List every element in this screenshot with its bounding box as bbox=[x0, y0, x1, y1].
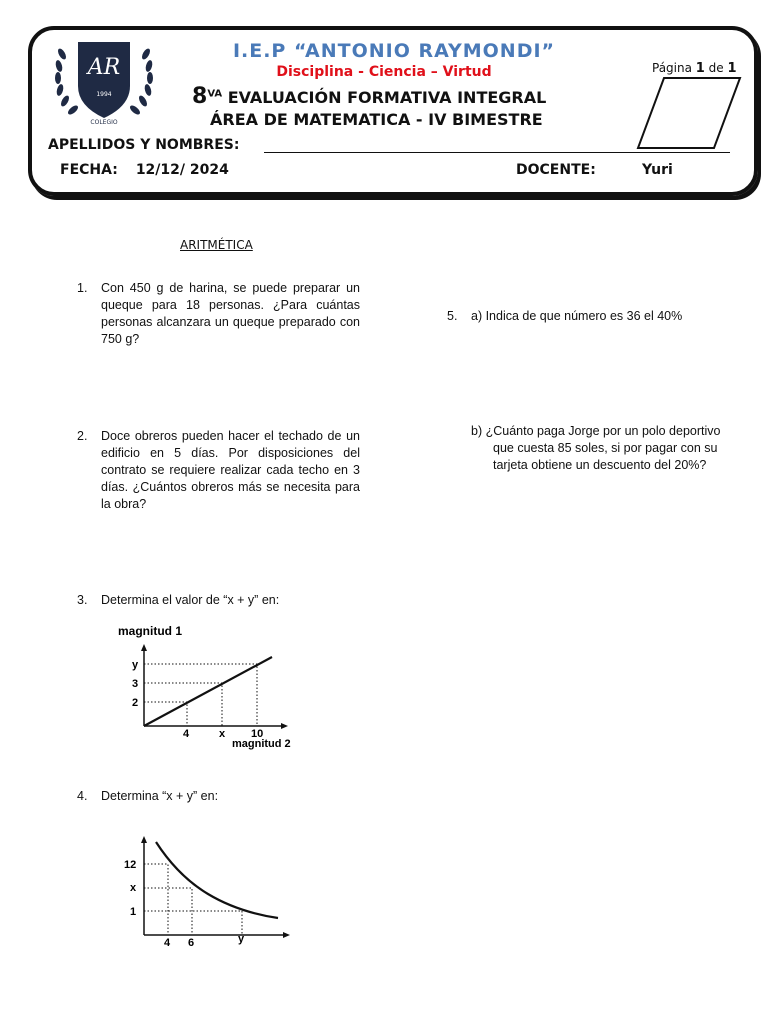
svg-text:1994: 1994 bbox=[96, 91, 112, 98]
student-names-label: APELLIDOS Y NOMBRES: bbox=[48, 137, 240, 153]
graph1-ytick: 3 bbox=[132, 678, 139, 690]
graph2-guide-12 bbox=[144, 864, 168, 935]
graph1-xtick: 4 bbox=[183, 728, 190, 740]
school-name: I.E.P “ANTONIO RAYMONDI” bbox=[232, 40, 556, 62]
graph2-curve bbox=[156, 842, 278, 918]
question-5a: 5. a) Indica de que número es 36 el 40% bbox=[447, 309, 683, 323]
question-3: 3. Determina el valor de “x + y” en: bbox=[77, 593, 280, 607]
svg-text:COLEGIO: COLEGIO bbox=[90, 119, 118, 126]
graph2-xtick: y bbox=[238, 933, 245, 945]
graph2-xtick: 6 bbox=[188, 937, 195, 949]
graph2-xtick: 4 bbox=[164, 937, 171, 949]
graph1-xtick: x bbox=[219, 728, 226, 740]
question-3-graph bbox=[114, 620, 304, 755]
area-title: ÁREA DE MATEMATICA - IV BIMESTRE bbox=[210, 110, 543, 129]
page-indicator: Página 1 de 1 bbox=[652, 61, 737, 76]
school-motto: Disciplina - Ciencia – Virtud bbox=[276, 64, 492, 80]
graph2-ytick: x bbox=[130, 882, 137, 894]
graph1-ytick: 2 bbox=[132, 697, 139, 709]
graph1-xlabel: magnitud 2 bbox=[232, 738, 291, 750]
date-row: FECHA: 12/12/ 2024 bbox=[60, 162, 229, 178]
grade-box bbox=[636, 76, 742, 150]
graph1-line bbox=[144, 657, 272, 726]
graph1-xtick: 10 bbox=[251, 728, 264, 740]
graph2-ytick: 1 bbox=[130, 906, 137, 918]
question-1: 1. Con 450 g de harina, se puede preparar un queque para 18 personas. ¿Para cuántas personas alcanzara un queque preparado con 750 g? bbox=[77, 281, 360, 346]
student-names-field[interactable] bbox=[264, 152, 730, 153]
question-5b: b) ¿Cuánto paga Jorge por un polo deportivo que cuesta 85 soles, si por pagar con su tarjeta obtiene un descuento del 20%? bbox=[471, 424, 721, 472]
date-value: 12/12/ 2024 bbox=[135, 162, 229, 178]
teacher-name: Yuri bbox=[642, 162, 673, 178]
teacher-label: DOCENTE: bbox=[516, 162, 596, 178]
svg-text:AR: AR bbox=[87, 55, 121, 80]
graph1-ytick: y bbox=[132, 659, 139, 671]
question-4-graph bbox=[118, 836, 298, 951]
evaluation-title: $8^{VA}$ EVALUACIÓN FORMATIVA INTEGRAL bbox=[192, 84, 547, 109]
graph1-ylabel: magnitud 1 bbox=[118, 624, 183, 638]
question-4: 4. Determina “x + y” en: bbox=[77, 789, 219, 803]
graph2-guide-1 bbox=[144, 911, 242, 935]
question-2: 2. Doce obreros pueden hacer el techado de un edificio en 5 días. Por disposiciones del contrato se requiere realizar cada techo en 3 días. ¿Cuántos obreros más se necesita para la obra? bbox=[77, 429, 360, 511]
section-title: ARITMÉTICA bbox=[180, 238, 253, 252]
graph2-ytick: 12 bbox=[124, 859, 137, 871]
